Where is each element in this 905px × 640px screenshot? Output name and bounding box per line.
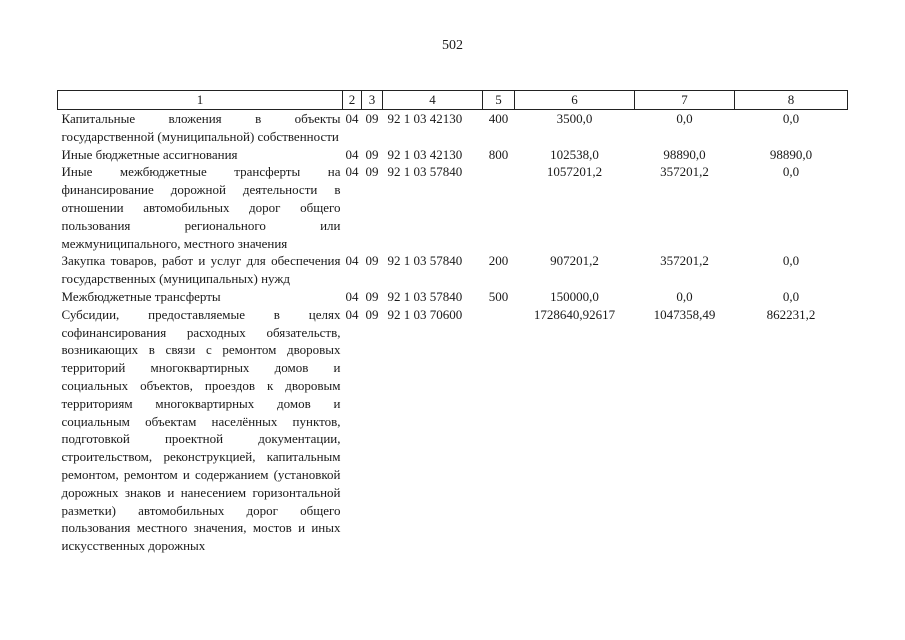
row-expense-type [483,306,515,555]
row-amount-1: 150000,0 [550,288,599,304]
header-col-4: 4 [383,91,483,110]
row-expense-type: 800 [488,146,509,162]
row-amount-3: 98890,0 [769,146,813,162]
header-col-1: 1 [58,91,343,110]
row-amount-1: 3500,0 [556,111,593,126]
row-amount-3: 0,0 [782,111,800,126]
table-row [58,146,848,164]
row-target-article: 92 1 03 42130 [387,146,463,162]
row-amount-2: 357201,2 [660,253,709,269]
header-col-6: 6 [515,91,635,110]
row-expense-type: 500 [488,288,509,304]
table-row [58,252,848,288]
row-section: 04 [345,306,359,322]
row-section: 04 [345,288,359,304]
row-amount-1: 1057201,2 [546,164,603,180]
row-name: Закупка товаров, работ и услуг для обеспечения государственных (муниципальных) нужд [61,253,341,287]
table-row [58,110,848,146]
row-amount-2: 98890,0 [663,146,706,162]
row-amount-2: 357201,2 [660,164,709,180]
header-col-8: 8 [735,91,848,110]
row-amount-3: 0,0 [782,164,800,180]
row-subsection: 09 [365,306,379,322]
row-subsection: 09 [365,164,379,180]
row-target-article: 92 1 03 57840 [387,164,463,180]
row-name: Капитальные вложения в объекты государственной (муниципальной) собственности [61,111,341,144]
row-name: Иные бюджетные ассигнования [61,146,238,162]
row-expense-type [483,163,515,252]
row-target-article: 92 1 03 70600 [387,306,463,322]
row-subsection: 09 [365,288,379,304]
row-subsection: 09 [365,253,379,269]
row-amount-2: 0,0 [676,288,693,304]
header-col-2: 2 [343,91,362,110]
table-body [58,110,848,555]
table-row [58,163,848,252]
row-section: 04 [345,253,359,269]
row-amount-2: 0,0 [676,111,693,126]
row-subsection: 09 [365,111,379,126]
row-amount-1: 1728640,92617 [533,306,616,322]
table-row [58,288,848,306]
row-target-article: 92 1 03 57840 [387,253,463,269]
row-amount-2: 1047358,49 [653,306,716,322]
page-number: 502 [442,38,463,53]
header-col-3: 3 [362,91,383,110]
row-subsection: 09 [365,146,379,162]
row-target-article: 92 1 03 42130 [387,111,463,126]
row-section: 04 [345,146,359,162]
table-row [58,306,848,555]
row-name: Иные межбюджетные трансферты на финансирование дорожной деятельности в отношении автомобильных дорог общего пользования региональнoго или межмуниципального, местного значения [61,164,341,251]
header-col-7: 7 [635,91,735,110]
row-expense-type: 400 [488,111,509,126]
row-name: Межбюджетные трансферты [61,288,221,304]
row-amount-3: 0,0 [782,253,800,269]
header-row [58,91,848,110]
row-amount-1: 102538,0 [550,146,599,162]
row-name: Субсидии, предоставляемые в целях софинансирования расходных обязательств, возникающих в связи с ремонтом дворовых территорий многоквартирных домов и социальных объектов, проездов к дворовым территориям многоквартирных домов и социальным объектам населённых пунктов, подготовкой проектной документации, строительством, реконструкцией, капитальным ремонтом, ремонтом и содержанием (установкой дорожных знаков и нанесением горизонтальной разметки) автомобильных дорог общего пользования местного значения, мостов и иных искусственных дорожных [61,306,341,554]
row-target-article: 92 1 03 57840 [387,288,463,304]
row-section: 04 [345,111,359,126]
row-expense-type: 200 [488,253,509,269]
row-section: 04 [345,164,359,180]
row-amount-1: 907201,2 [550,253,599,269]
budget-table [57,90,848,555]
header-col-5: 5 [483,91,515,110]
row-amount-3: 0,0 [782,288,800,304]
row-amount-3: 862231,2 [766,306,816,322]
